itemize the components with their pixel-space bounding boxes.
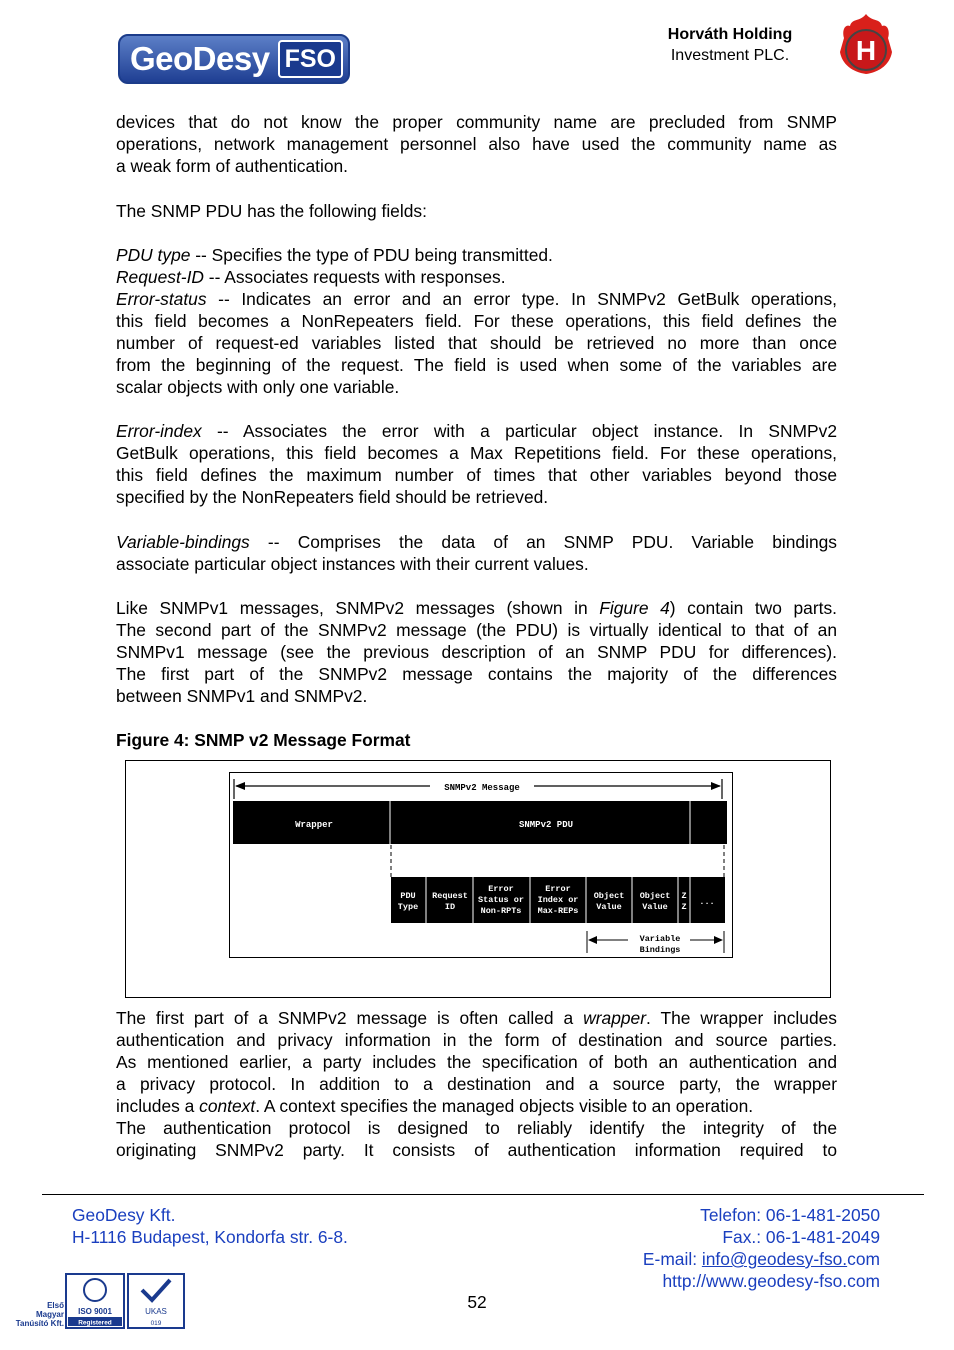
text-run: The first part of a SNMPv2 message is often called a [116, 1008, 584, 1028]
horvath-h-logo-icon [836, 12, 896, 78]
text-line: The authentication protocol is designed to reliably identify the integrity of the [116, 1118, 837, 1138]
field-error-index [116, 420, 837, 508]
text-line: The first part of the SNMPv2 message contains the majority of the differences [116, 664, 837, 684]
cert-text: UKAS [145, 1307, 167, 1316]
term: context [199, 1096, 256, 1116]
logo-fso-text: FSO [278, 40, 343, 78]
cert-text: Registered [78, 1319, 112, 1327]
field-label: ID [444, 902, 456, 912]
field-error-status [116, 288, 837, 310]
term: Variable-bindings [116, 532, 250, 552]
variable-bindings-label: Variable [639, 934, 681, 944]
text-line: scalar objects with only one variable. [116, 377, 400, 397]
footer-street: H-1116 Budapest, Kondorfa str. 6-8. [72, 1227, 348, 1247]
geodesy-fso-logo [118, 34, 350, 84]
text-line: As mentioned earlier, a party includes the specification of both an authentication and [116, 1052, 837, 1072]
field-variable-bindings [116, 531, 837, 575]
field-label: Value [642, 902, 668, 912]
footer-contact [643, 1204, 880, 1292]
snmpv2-message-label: SNMPv2 Message [444, 783, 520, 793]
field-label: Z [681, 902, 687, 912]
field-label: Error [545, 884, 571, 894]
text-run: includes a [116, 1096, 200, 1116]
company-name: Horváth Holding [667, 26, 793, 43]
field-label: Z [681, 891, 687, 901]
footer-website-link[interactable]: http://www.geodesy-fso.com [662, 1271, 880, 1291]
cert-text: 019 [150, 1320, 162, 1327]
text-line: associate particular object instances with their current values. [116, 554, 589, 574]
footer-email [643, 1248, 880, 1270]
field-label: Max-REPs [537, 906, 579, 916]
field-label: Value [596, 902, 622, 912]
field-label: Type [397, 902, 419, 912]
term: PDU type [116, 245, 191, 265]
paragraph-wrapper [116, 1007, 837, 1161]
email-link[interactable]: info@geodesy-fso. [701, 1249, 848, 1269]
field-label: Error [488, 884, 514, 894]
field-pdu-type [116, 244, 837, 266]
text-line: this field defines the maximum number of times that other variables beyond those [116, 465, 837, 485]
field-label: Object [639, 891, 671, 901]
field-label: Object [593, 891, 625, 901]
field-label: Request [432, 891, 468, 901]
email-prefix: E-mail: [642, 1249, 702, 1269]
text-run: . A context specifies the managed objects visible to an operation. [255, 1096, 754, 1116]
variable-bindings-label: Bindings [639, 945, 681, 955]
text-run: ) contain two parts. [669, 598, 838, 618]
text-line: SNMPv1 message (see the previous description of an SNMP PDU for differences). [116, 642, 837, 662]
term: Error-status [116, 289, 207, 309]
footer-company: GeoDesy Kft. [72, 1205, 176, 1225]
field-label: ... [699, 897, 715, 907]
page-number: 52 [467, 1292, 487, 1312]
text-run: . The wrapper includes [646, 1008, 838, 1028]
h-logo-letter: H [855, 35, 877, 66]
text-line: GetBulk operations, this field becomes a Max Repetitions field. For these operations, [116, 443, 837, 463]
term: wrapper [583, 1008, 647, 1028]
text-line: number of request-ed variables listed that should be retrieved no more than once [116, 333, 837, 353]
definition: -- Specifies the type of PDU being transmitted. [190, 245, 553, 265]
company-block [620, 24, 840, 66]
paragraph-community [116, 111, 837, 177]
term: Request-ID [116, 267, 204, 287]
figure-reference: Figure 4 [599, 598, 670, 618]
snmpv2-message-diagram [229, 772, 733, 958]
wrapper-label: Wrapper [295, 820, 333, 830]
logo-geodesy-text: GeoDesy [130, 40, 270, 77]
cert-text: Magyar [35, 1310, 64, 1319]
text-line: The second part of the SNMPv2 message (the PDU) is virtually identical to that of an [116, 620, 837, 640]
figure-title: Figure 4: SNMP v2 Message Format [116, 730, 411, 750]
field-request-id [116, 266, 837, 288]
definition: -- Associates the error with a particular object instance. In SNMPv2 [201, 421, 837, 441]
footer-divider [42, 1194, 924, 1195]
text-line: devices that do not know the proper community name are precluded from SNMP [116, 112, 837, 132]
cert-text: ISO 9001 [78, 1307, 112, 1316]
text-line: authentication and privacy information in the form of destination and source parties. [116, 1030, 837, 1050]
company-subtitle: Investment PLC. [670, 47, 790, 64]
paragraph-snmpv2-messages [116, 597, 837, 707]
pdu-label: SNMPv2 PDU [518, 820, 574, 830]
text-line: a weak form of authentication. [116, 156, 349, 176]
field-label: Status or [478, 895, 524, 905]
definition: -- Associates requests with responses. [203, 267, 506, 287]
footer-phone: Telefon: 06-1-481-2050 [700, 1205, 880, 1225]
footer-fax: Fax.: 06-1-481-2049 [722, 1227, 880, 1247]
footer-address [72, 1204, 348, 1248]
term: Error-index [116, 421, 202, 441]
text-line: this field becomes a NonRepeaters field. For these operations, this field defines the [116, 311, 837, 331]
field-label: Non-RPTs [480, 906, 522, 916]
cert-text: Tanúsító Kft. [15, 1319, 64, 1328]
field-label: Index or [537, 895, 579, 905]
text-line: operations, network management personnel also have used the community name as [116, 134, 837, 154]
field-label: PDU [400, 891, 416, 901]
definition: -- Indicates an error and an error type. In SNMPv2 GetBulk operations, [206, 289, 837, 309]
text-line: from the beginning of the request. The field is used when some of the variables are [116, 355, 837, 375]
paragraph-pdu-fields-intro: The SNMP PDU has the following fields: [116, 201, 427, 221]
email-tail: com [847, 1249, 880, 1269]
text-line: specified by the NonRepeaters field should be retrieved. [116, 487, 549, 507]
definition: -- Comprises the data of an SNMP PDU. Variable bindings [249, 532, 837, 552]
text-line: originating SNMPv2 party. It consists of authentication information required to [116, 1140, 837, 1160]
text-line: a privacy protocol. In addition to a destination and a source party, the wrapper [116, 1074, 837, 1094]
text-line: between SNMPv1 and SNMPv2. [116, 686, 368, 706]
cert-text: Első [47, 1301, 64, 1310]
certification-logo-icon [15, 1268, 190, 1332]
text-run: Like SNMPv1 messages, SNMPv2 messages (shown in [116, 598, 600, 618]
field-list [116, 244, 837, 398]
